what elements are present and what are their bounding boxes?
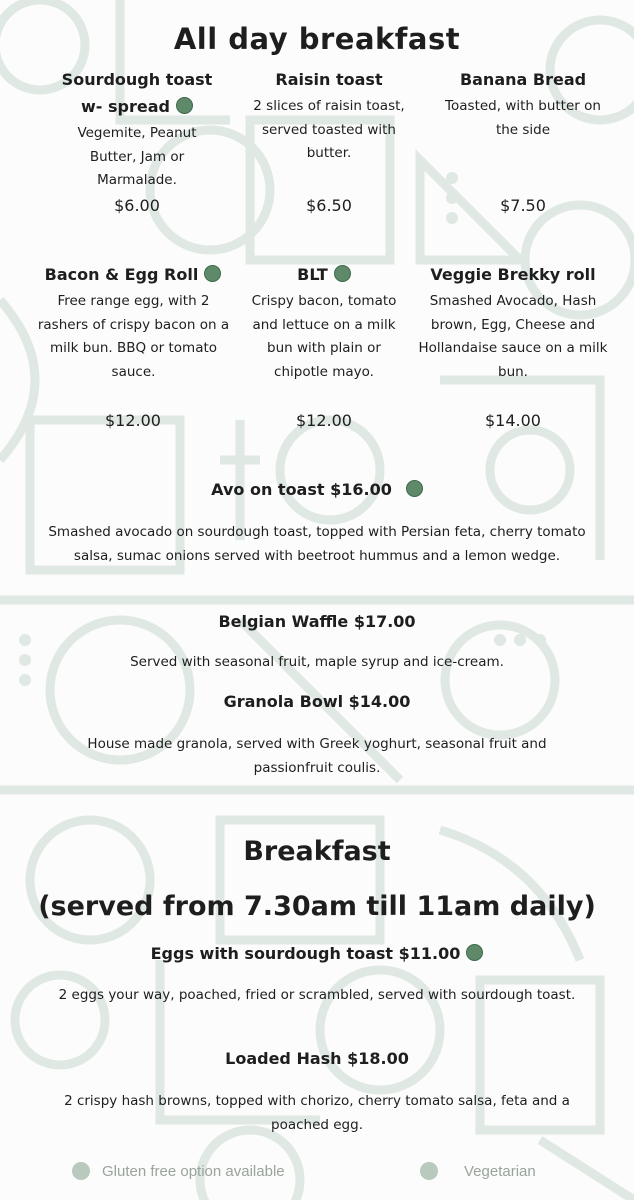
item-description: 2 crispy hash browns, topped with chorizo, cherry tomato salsa, feta and a poached egg. xyxy=(64,1093,570,1133)
item-price: $6.50 xyxy=(306,196,352,215)
item-description: Crispy bacon, tomato and lettuce on a milk bun with plain or chipotle mayo. xyxy=(251,293,397,380)
gluten-free-icon xyxy=(406,480,423,497)
item-name-text: w- spread xyxy=(81,97,170,116)
item-description: Smashed avocado on sourdough toast, topped with Persian feta, cherry tomato salsa, sumac onions served with beetroot hummus and a lemon wedge. xyxy=(48,524,586,564)
item-description: Free range egg, with 2 rashers of crispy bacon on a milk bun. BBQ or tomato sauce. xyxy=(37,293,230,380)
item-name: BLT xyxy=(297,265,328,284)
item-description: 2 eggs your way, poached, fried or scrambled, served with sourdough toast. xyxy=(58,987,576,1003)
item-name: Veggie Brekky roll xyxy=(430,265,596,284)
section-title-breakfast: Breakfast xyxy=(243,836,391,867)
item-title: Eggs with sourdough toast $11.00 xyxy=(150,944,461,963)
item-price: $7.50 xyxy=(500,196,546,215)
item-price: $12.00 xyxy=(105,411,161,430)
section-subtitle-hours: (served from 7.30am till 11am daily) xyxy=(38,891,596,922)
item-description: Vegemite, Peanut Butter, Jam or Marmalade. xyxy=(77,125,197,188)
gluten-free-legend-icon xyxy=(72,1162,90,1180)
item-price: $14.00 xyxy=(485,411,541,430)
section-title-all-day: All day breakfast xyxy=(173,22,461,56)
item-description: Toasted, with butter on the side xyxy=(445,98,601,138)
item-name-line2 xyxy=(32,97,242,116)
item-description: House made granola, served with Greek yoghurt, seasonal fruit and passionfruit coulis. xyxy=(87,736,547,776)
legend-vegetarian-label: Vegetarian xyxy=(464,1163,536,1180)
item-title: Granola Bowl $14.00 xyxy=(223,692,411,711)
item-name-row xyxy=(219,265,429,284)
item-name: Sourdough toast xyxy=(61,70,213,89)
gluten-free-icon xyxy=(334,265,351,282)
item-name: Bacon & Egg Roll xyxy=(44,265,199,284)
item-price: $12.00 xyxy=(296,411,352,430)
gluten-free-icon xyxy=(466,944,483,961)
item-description: 2 slices of raisin toast, served toasted with butter. xyxy=(253,98,405,161)
legend-gluten-free-label: Gluten free option available xyxy=(102,1163,285,1180)
item-description: Served with seasonal fruit, maple syrup and ice-cream. xyxy=(130,654,504,670)
item-name: Raisin toast xyxy=(275,70,383,89)
vegetarian-legend-icon xyxy=(420,1162,438,1180)
item-name-row xyxy=(28,265,238,284)
item-title-row xyxy=(0,480,634,499)
item-price: $6.00 xyxy=(114,196,160,215)
item-title: Belgian Waffle $17.00 xyxy=(218,612,416,631)
item-description: Smashed Avocado, Hash brown, Egg, Cheese and Hollandaise sauce on a milk bun. xyxy=(418,293,608,380)
item-title-row xyxy=(0,944,634,963)
gluten-free-icon xyxy=(176,97,193,114)
item-title: Avo on toast $16.00 xyxy=(211,480,392,499)
item-title: Loaded Hash $18.00 xyxy=(225,1049,409,1068)
item-name: Banana Bread xyxy=(459,70,587,89)
